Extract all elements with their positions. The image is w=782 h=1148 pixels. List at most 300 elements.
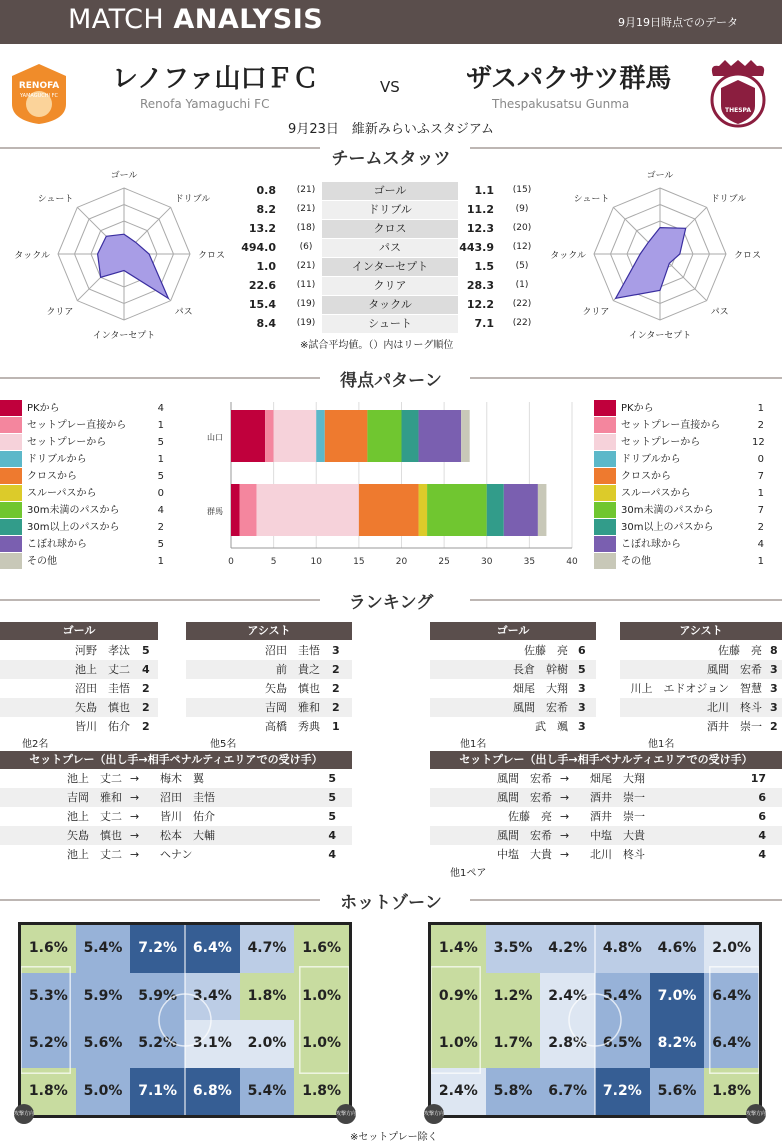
radar-label: クリア — [46, 307, 74, 318]
hotzone-cell: 1.8% — [704, 1068, 759, 1116]
setplay-arrow: → — [560, 848, 570, 861]
hotzone-cell: 6.4% — [704, 973, 759, 1021]
table-row — [620, 698, 782, 717]
hotzone-cell: 2.4% — [431, 1068, 486, 1116]
legend-label: その他 — [27, 556, 57, 567]
legend-label: PKから — [27, 403, 60, 414]
player-name: 川上 エドオジョン 智慧 — [630, 682, 762, 695]
table-row — [620, 660, 782, 679]
legend-count: 5 — [157, 471, 164, 482]
legend-swatch — [594, 553, 616, 569]
others-note: 他1名 — [648, 739, 675, 750]
hotzone-cell: 5.4% — [595, 973, 650, 1021]
away-radar-chart — [540, 160, 782, 340]
x-tick-label: 30 — [481, 557, 493, 567]
legend-label: ドリブルから — [621, 454, 681, 465]
legend-label: ドリブルから — [27, 454, 87, 465]
legend-swatch — [594, 434, 616, 450]
hotzone-cell: 5.2% — [21, 1020, 76, 1068]
table-row — [186, 717, 352, 736]
legend-swatch — [594, 519, 616, 535]
hotzone-cell: 6.5% — [595, 1020, 650, 1068]
legend-label: クロスから — [27, 471, 77, 482]
setplay-row — [0, 807, 352, 826]
table-row — [620, 679, 782, 698]
stat-category: ゴール — [373, 184, 407, 197]
bar-segment — [231, 410, 265, 462]
player-count: 3 — [578, 682, 586, 695]
player-name: 長倉 幹樹 — [513, 663, 568, 676]
hotzone-cell: 2.0% — [240, 1020, 295, 1068]
legend-swatch — [0, 400, 22, 416]
hotzone-cell: 1.8% — [21, 1068, 76, 1116]
hotzone-cell: 8.2% — [650, 1020, 705, 1068]
away-stat-value: 12.2 — [466, 298, 494, 311]
attack-direction-icon: 攻撃方向 — [336, 1104, 356, 1124]
setplay-to: 中塩 大貴 — [590, 829, 645, 842]
radar-label: クリア — [582, 307, 610, 318]
legend-swatch — [594, 468, 616, 484]
legend-label: PKから — [621, 403, 654, 414]
hotzone-cell: 6.4% — [185, 925, 240, 973]
home-team-sub: Renofa Yamaguchi FC — [140, 97, 270, 111]
hotzone-cell: 1.0% — [294, 1020, 349, 1068]
hotzone-cell: 5.4% — [76, 925, 131, 973]
hotzone-cell: 7.2% — [130, 925, 185, 973]
player-count: 3 — [770, 701, 778, 714]
hotzone-cell: 5.3% — [21, 973, 76, 1021]
table-row — [430, 698, 596, 717]
setplay-row — [0, 788, 352, 807]
player-name: 前 貴之 — [276, 663, 320, 676]
away-stat-rank: (1) — [515, 280, 529, 290]
x-tick-label: 20 — [395, 557, 408, 567]
player-name: 風間 宏希 — [707, 663, 762, 676]
legend-label: セットプレーから — [27, 437, 107, 448]
setplay-to: 松本 大輔 — [160, 829, 215, 842]
legend-swatch — [0, 536, 22, 552]
home-stat-rank: (21) — [296, 204, 316, 214]
legend-swatch — [594, 502, 616, 518]
stat-category: パス — [379, 241, 401, 254]
setplay-arrow: → — [130, 829, 140, 842]
hotzone-title: ホットゾーン — [340, 893, 442, 913]
hotzone-cell: 4.2% — [540, 925, 595, 973]
hotzone-note: ※セットプレー除く — [350, 1132, 438, 1143]
table-row — [430, 641, 596, 660]
player-name: 武 颯 — [535, 720, 568, 733]
legend-swatch — [0, 553, 22, 569]
away-stat-rank: (20) — [512, 223, 532, 233]
player-name: 沼田 圭悟 — [265, 644, 320, 657]
bar-segment — [316, 410, 325, 462]
others-note: 他1ペア — [450, 868, 487, 879]
radar-label: クロス — [734, 251, 762, 261]
stat-category: シュート — [368, 317, 412, 330]
stat-category: タックル — [368, 298, 412, 311]
bar-segment — [257, 484, 359, 536]
legend-swatch — [0, 519, 22, 535]
hotzone-cell: 5.8% — [486, 1068, 541, 1116]
legend-label: 30m以上のパスから — [27, 522, 120, 533]
legend-count: 4 — [157, 403, 164, 414]
player-count: 1 — [332, 720, 340, 733]
bar-segment — [240, 484, 257, 536]
legend-label: その他 — [621, 556, 651, 567]
setplay-row — [430, 826, 782, 845]
attack-direction-icon: 攻撃方向 — [746, 1104, 766, 1124]
player-name: 河野 孝汰 — [75, 644, 130, 657]
player-name: 矢島 慎也 — [75, 701, 130, 714]
legend-swatch — [594, 485, 616, 501]
hotzone-cell: 2.0% — [704, 925, 759, 973]
hotzone-cell: 3.5% — [486, 925, 541, 973]
setplay-row — [0, 769, 352, 788]
legend-swatch — [0, 417, 22, 433]
setplay-to: 畑尾 大翔 — [590, 772, 645, 785]
x-tick-label: 0 — [228, 557, 234, 567]
hotzone-cell: 5.2% — [130, 1020, 185, 1068]
setplay-to: 酒井 崇一 — [590, 810, 645, 823]
table-row — [186, 660, 352, 679]
setplay-count: 4 — [328, 848, 336, 861]
x-tick-label: 15 — [353, 557, 365, 567]
home-team-name: レノファ山口ＦＣ — [112, 64, 319, 94]
away-stat-value: 28.3 — [466, 279, 494, 292]
player-count: 6 — [578, 644, 586, 657]
player-count: 3 — [332, 644, 340, 657]
stat-category: クリア — [373, 279, 407, 292]
radar-shape — [98, 234, 169, 298]
player-count: 3 — [770, 663, 778, 676]
hotzone-cell: 6.4% — [704, 1020, 759, 1068]
setplay-from: 風間 宏希 — [497, 829, 552, 842]
legend-count: 1 — [757, 556, 764, 567]
setplay-to: 北川 柊斗 — [590, 848, 645, 861]
legend-count: 4 — [757, 539, 764, 550]
table-row — [186, 698, 352, 717]
ranking-title: ランキング — [348, 593, 434, 613]
hotzone-cell: 1.0% — [431, 1020, 486, 1068]
away-stat-value: 443.9 — [459, 241, 494, 254]
player-count: 2 — [142, 701, 150, 714]
hotzone-cell: 7.0% — [650, 973, 705, 1021]
player-name: 北川 柊斗 — [707, 701, 762, 714]
legend-count: 5 — [157, 539, 164, 550]
player-count: 2 — [332, 682, 340, 695]
player-count: 3 — [578, 720, 586, 733]
setplay-count: 5 — [328, 772, 336, 785]
away-stat-rank: (15) — [512, 185, 532, 195]
bar-segment — [231, 484, 240, 536]
scoring-bar-chart — [196, 398, 588, 570]
radar-label: ドリブル — [174, 194, 211, 205]
table-header: アシスト — [186, 622, 352, 640]
setplay-to: 沼田 圭悟 — [160, 791, 215, 804]
legend-label: 30m以上のパスから — [621, 522, 714, 533]
home-stat-value: 8.4 — [256, 317, 276, 330]
setplay-to: 梅木 翼 — [160, 772, 204, 785]
radar-label: ゴール — [110, 171, 138, 181]
row-label: 群馬 — [207, 507, 223, 516]
setplay-arrow: → — [130, 848, 140, 861]
setplay-count: 4 — [328, 829, 336, 842]
table-row — [0, 660, 158, 679]
away-stat-rank: (9) — [515, 204, 529, 214]
radar-label: ドリブル — [710, 194, 747, 205]
setplay-arrow: → — [560, 791, 570, 804]
bar-segment — [461, 410, 470, 462]
player-name: 皆川 佑介 — [75, 720, 130, 733]
home-stat-value: 1.0 — [256, 260, 276, 273]
table-row — [430, 660, 596, 679]
home-stat-rank: (21) — [296, 185, 316, 195]
player-count: 2 — [332, 663, 340, 676]
x-tick-label: 40 — [566, 557, 578, 567]
player-name: 池上 丈二 — [75, 663, 130, 676]
svg-text:THESPA: THESPA — [724, 107, 752, 114]
setplay-arrow: → — [560, 810, 570, 823]
setplay-count: 6 — [758, 810, 766, 823]
radar-label: ゴール — [646, 171, 674, 181]
home-radar-chart — [0, 160, 240, 340]
legend-count: 7 — [757, 471, 764, 482]
home-stat-rank: (19) — [296, 318, 316, 328]
legend-swatch — [594, 417, 616, 433]
table-header: アシスト — [620, 622, 782, 640]
hotzone-cell: 4.7% — [240, 925, 295, 973]
others-note: 他1名 — [460, 739, 487, 750]
hotzone-cell: 5.9% — [76, 973, 131, 1021]
player-count: 2 — [142, 682, 150, 695]
vs-label: VS — [380, 78, 400, 96]
hotzone-cell: 5.6% — [76, 1020, 131, 1068]
hotzone-cell: 3.1% — [185, 1020, 240, 1068]
table-row — [186, 679, 352, 698]
radar-shape — [616, 228, 686, 299]
setplay-row — [0, 826, 352, 845]
radar-label: シュート — [37, 194, 74, 205]
legend-swatch — [0, 485, 22, 501]
table-row — [620, 641, 782, 660]
player-name: 佐藤 亮 — [718, 644, 762, 657]
radar-label: パス — [174, 307, 193, 318]
team-stats-title: チームスタッツ — [331, 149, 451, 169]
legend-label: 30m未満のパスから — [27, 505, 120, 516]
bar-segment — [265, 410, 274, 462]
legend-count: 1 — [157, 454, 164, 465]
legend-count: 5 — [157, 437, 164, 448]
setplay-from: 矢島 慎也 — [67, 829, 122, 842]
legend-swatch — [594, 400, 616, 416]
stat-category: インターセプト — [351, 260, 429, 273]
svg-text:YAMAGUCHI FC: YAMAGUCHI FC — [20, 93, 58, 99]
setplay-from: 池上 丈二 — [67, 848, 122, 861]
svg-text:RENOFA: RENOFA — [18, 81, 60, 91]
page-title: MATCH ANALYSIS — [68, 4, 324, 35]
legend-swatch — [594, 451, 616, 467]
radar-label: パス — [710, 307, 729, 318]
setplay-from: 風間 宏希 — [497, 791, 552, 804]
legend-label: セットプレー直接から — [27, 420, 127, 431]
hotzone-cell: 5.9% — [130, 973, 185, 1021]
legend-count: 1 — [157, 420, 164, 431]
away-team-name: ザスパクサツ群馬 — [466, 64, 672, 94]
hotzone-cell: 1.6% — [294, 925, 349, 973]
home-stat-value: 8.2 — [256, 203, 276, 216]
bar-segment — [325, 410, 368, 462]
player-name: 矢島 慎也 — [265, 682, 320, 695]
home-stat-rank: (11) — [296, 280, 316, 290]
setplay-count: 6 — [758, 791, 766, 804]
away-stat-rank: (22) — [512, 318, 532, 328]
setplay-row — [430, 769, 782, 788]
legend-count: 0 — [157, 488, 164, 499]
bar-segment — [419, 484, 428, 536]
setplay-count: 4 — [758, 829, 766, 842]
legend-count: 2 — [157, 522, 164, 533]
setplay-row — [430, 845, 782, 864]
setplay-from: 池上 丈二 — [67, 810, 122, 823]
player-name: 酒井 崇一 — [707, 720, 762, 733]
home-stat-value: 15.4 — [248, 298, 276, 311]
player-name: 沼田 圭悟 — [75, 682, 130, 695]
pitch — [18, 922, 352, 1118]
player-count: 2 — [332, 701, 340, 714]
setplay-arrow: → — [560, 829, 570, 842]
bar-segment — [402, 410, 419, 462]
hotzone-cell: 0.9% — [431, 973, 486, 1021]
stat-category: クロス — [373, 222, 407, 235]
legend-count: 1 — [757, 403, 764, 414]
away-stat-value: 7.1 — [474, 317, 494, 330]
setplay-count: 5 — [328, 810, 336, 823]
legend-label: こぼれ球から — [27, 539, 87, 550]
legend-swatch — [0, 451, 22, 467]
setplay-count: 5 — [328, 791, 336, 804]
setplay-from: 中塩 大貴 — [497, 848, 552, 861]
radar-label: タックル — [550, 251, 586, 261]
home-stat-rank: (19) — [296, 299, 316, 309]
hotzone-cell: 2.4% — [540, 973, 595, 1021]
home-stat-rank: (21) — [296, 261, 316, 271]
legend-label: こぼれ球から — [621, 539, 681, 550]
player-count: 3 — [578, 701, 586, 714]
player-count: 8 — [770, 644, 778, 657]
setplay-from: 佐藤 亮 — [508, 810, 552, 823]
table-row — [430, 717, 596, 736]
hotzone-cell: 4.6% — [650, 925, 705, 973]
home-stat-value: 0.8 — [256, 184, 276, 197]
hotzone-cell: 2.8% — [540, 1020, 595, 1068]
bar-segment — [359, 484, 419, 536]
player-count: 5 — [578, 663, 586, 676]
hotzone-cell: 1.8% — [294, 1068, 349, 1116]
player-name: 高橋 秀典 — [265, 720, 320, 733]
legend-count: 2 — [757, 420, 764, 431]
away-stat-value: 11.2 — [466, 203, 494, 216]
home-stat-rank: (18) — [296, 223, 316, 233]
legend-count: 12 — [752, 437, 765, 448]
away-stat-rank: (12) — [512, 242, 532, 252]
table-header: ゴール — [430, 622, 596, 640]
home-stat-value: 13.2 — [248, 222, 276, 235]
stats-note: ※試合平均値。（）内はリーグ順位 — [300, 340, 454, 351]
attack-direction-icon: 攻撃方向 — [14, 1104, 34, 1124]
away-stat-value: 1.1 — [474, 184, 494, 197]
player-name: 畑尾 大翔 — [513, 682, 568, 695]
legend-label: スルーパスから — [621, 488, 691, 499]
hotzone-cell: 6.8% — [185, 1068, 240, 1116]
home-stat-value: 494.0 — [241, 241, 276, 254]
legend-label: クロスから — [621, 471, 671, 482]
table-row — [430, 679, 596, 698]
setplay-header: セットプレー（出し手→相手ペナルティエリアでの受け手） — [0, 751, 352, 769]
setplay-header: セットプレー（出し手→相手ペナルティエリアでの受け手） — [430, 751, 782, 769]
bar-segment — [538, 484, 547, 536]
away-stat-rank: (22) — [512, 299, 532, 309]
home-stat-value: 22.6 — [248, 279, 276, 292]
player-count: 5 — [142, 644, 150, 657]
x-tick-label: 25 — [438, 557, 450, 567]
setplay-arrow: → — [130, 810, 140, 823]
hotzone-cell: 5.6% — [650, 1068, 705, 1116]
hotzone-cell: 7.1% — [130, 1068, 185, 1116]
table-row — [0, 717, 158, 736]
hotzone-cell: 5.4% — [240, 1068, 295, 1116]
player-count: 4 — [142, 663, 150, 676]
setplay-to: 酒井 崇一 — [590, 791, 645, 804]
player-count: 2 — [770, 720, 778, 733]
bar-segment — [367, 410, 401, 462]
setplay-count: 4 — [758, 848, 766, 861]
hotzone-cell: 1.8% — [240, 973, 295, 1021]
others-note: 他5名 — [210, 739, 237, 750]
legend-label: セットプレー直接から — [621, 420, 721, 431]
table-row — [0, 698, 158, 717]
table-row — [0, 641, 158, 660]
legend-swatch — [0, 468, 22, 484]
pitch — [428, 922, 762, 1118]
hotzone-cell: 7.2% — [595, 1068, 650, 1116]
table-row — [0, 679, 158, 698]
setplay-arrow: → — [560, 772, 570, 785]
table-header: ゴール — [0, 622, 158, 640]
hotzone-cell: 1.2% — [486, 973, 541, 1021]
legend-count: 4 — [157, 505, 164, 516]
player-name: 吉岡 雅和 — [265, 701, 320, 714]
scoring-title: 得点パターン — [340, 371, 442, 391]
hotzone-cell: 1.7% — [486, 1020, 541, 1068]
setplay-from: 風間 宏希 — [497, 772, 552, 785]
setplay-to: 皆川 佑介 — [160, 810, 215, 823]
bar-segment — [487, 484, 504, 536]
bar-segment — [504, 484, 538, 536]
legend-count: 2 — [757, 522, 764, 533]
attack-direction-icon: 攻撃方向 — [424, 1104, 444, 1124]
player-name: 風間 宏希 — [513, 701, 568, 714]
setplay-count: 17 — [750, 772, 766, 785]
x-tick-label: 35 — [523, 557, 536, 567]
away-stat-rank: (5) — [515, 261, 529, 271]
home-team-logo — [10, 62, 68, 126]
legend-count: 7 — [757, 505, 764, 516]
table-row — [186, 641, 352, 660]
legend-count: 0 — [757, 454, 764, 465]
setplay-to: ヘナン — [160, 848, 193, 861]
bar-segment — [427, 484, 487, 536]
away-team-sub: Thespakusatsu Gunma — [492, 97, 630, 111]
